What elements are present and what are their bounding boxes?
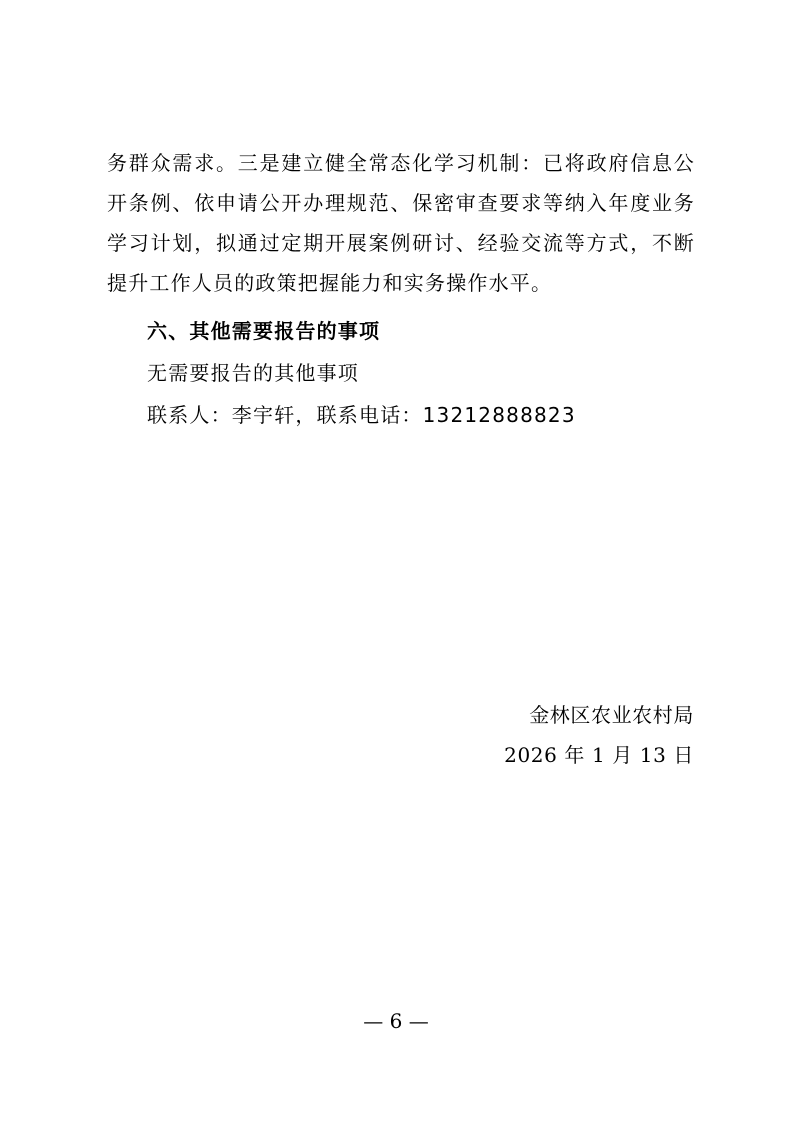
page-number: — 6 —	[363, 1009, 429, 1033]
signature-date: 2026 年 1 月 13 日	[504, 743, 694, 767]
section-heading: 六、其他需要报告的事项	[147, 319, 381, 343]
contact-info: 联系人：李宇轩，联系电话：13212888823	[147, 403, 576, 427]
signature-organization: 金林区农业农村局	[529, 703, 694, 727]
section-body-text: 无需要报告的其他事项	[147, 361, 359, 385]
body-paragraph: 务群众需求。三是建立健全常态化学习机制：已将政府信息公开条例、依申请公开办理规范、保密审查要求等纳入年度业务学习计划，拟通过定期开展案例研讨、经验交流等方式，不断提升工作人员的政策把握能力和实务操作水平。	[107, 151, 695, 295]
